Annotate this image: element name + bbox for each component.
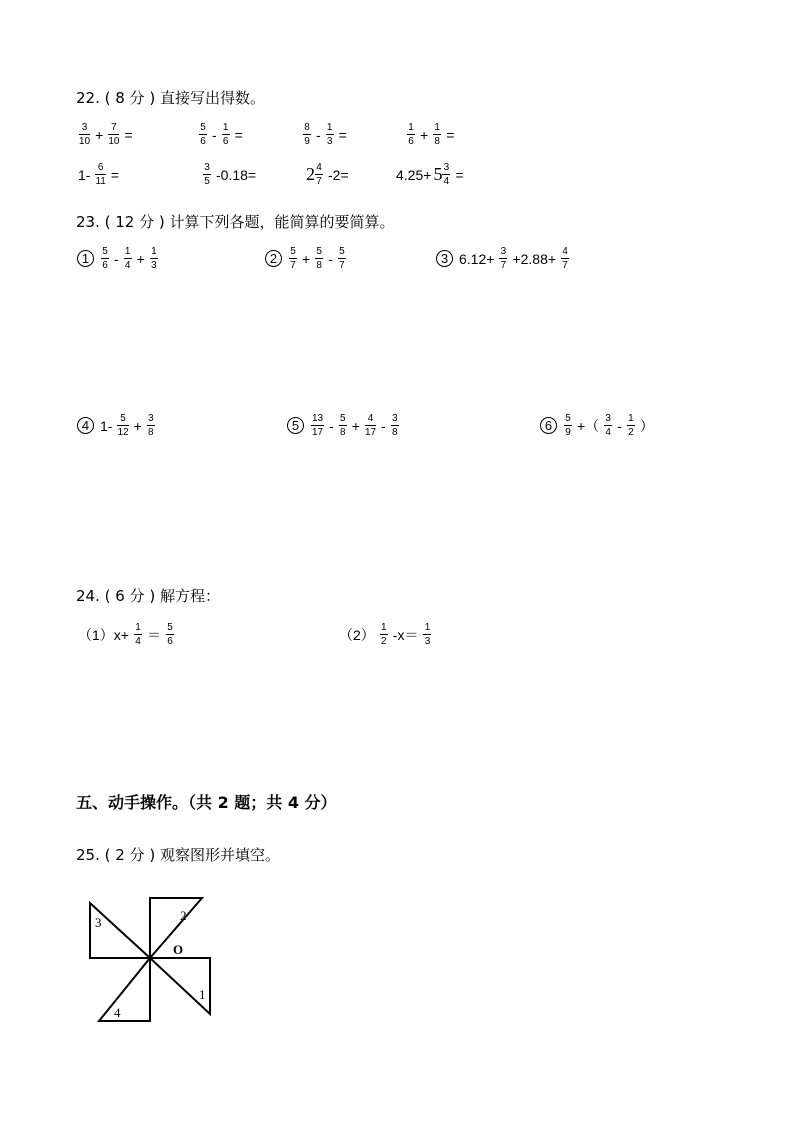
- numerator: 4: [367, 413, 374, 424]
- q23-problem-1: [77, 246, 161, 271]
- fraction-bar: [108, 134, 119, 135]
- denominator: 3: [151, 260, 157, 271]
- fraction: [117, 413, 128, 438]
- denominator: 8: [147, 427, 154, 438]
- denominator: 17: [312, 427, 324, 438]
- fraction: [222, 122, 230, 147]
- figure-label-o: O: [173, 942, 184, 957]
- expression-text: -: [316, 126, 321, 143]
- fraction: [134, 622, 142, 647]
- fraction-bar: [407, 134, 415, 135]
- circled-number: 4: [77, 417, 94, 434]
- numerator: 5: [102, 246, 108, 257]
- fraction-bar: [311, 425, 324, 426]
- fraction-bar: [101, 258, 109, 259]
- expression-text: -: [617, 417, 622, 434]
- fraction-bar: [199, 134, 207, 135]
- numerator: 5: [340, 413, 346, 424]
- fraction: [315, 162, 323, 187]
- numerator: 8: [304, 122, 310, 133]
- fraction: [150, 246, 158, 271]
- numerator: 6: [97, 162, 104, 173]
- expression-text: -: [114, 250, 119, 267]
- figure-label-4: 4: [114, 1005, 121, 1020]
- fraction-bar: [442, 174, 450, 175]
- q22-header: 22. ( 8 分 ) 直接写出得数。: [76, 89, 265, 107]
- expression-text: +: [420, 126, 429, 143]
- fraction: [423, 622, 431, 647]
- expression-text: =: [455, 166, 464, 183]
- numerator: 5: [120, 413, 126, 424]
- numerator: 1: [408, 122, 414, 133]
- fraction: [311, 413, 324, 438]
- fraction: [303, 122, 311, 147]
- triangle-3: [90, 903, 150, 958]
- q23-problem-4: [77, 413, 158, 438]
- denominator: 3: [424, 636, 431, 647]
- denominator: 3: [326, 136, 333, 147]
- numerator: 3: [500, 246, 507, 257]
- q22-row2-item1: [76, 162, 121, 187]
- denominator: 5: [204, 176, 210, 187]
- numerator: 1: [124, 246, 131, 257]
- section-5-title: 五、动手操作。（共 2 题；共 4 分）: [76, 793, 337, 812]
- denominator: 4: [124, 260, 131, 271]
- fraction-bar: [564, 425, 572, 426]
- numerator: 3: [204, 162, 210, 173]
- numerator: 5: [339, 246, 345, 257]
- fraction: [499, 246, 507, 271]
- numerator: 5: [200, 122, 206, 133]
- q24-equation-1: [76, 622, 177, 647]
- expression-text: 1-: [100, 417, 113, 434]
- triangle-1: [150, 958, 210, 1014]
- numerator: 5: [565, 413, 571, 424]
- numerator: 1: [628, 413, 634, 424]
- q22-row2-item3: [306, 162, 351, 187]
- pinwheel-figure: [85, 893, 220, 1032]
- fraction: [79, 122, 90, 147]
- q22-row1-item4: [404, 122, 456, 147]
- q22-row2-item2: [200, 162, 258, 187]
- expression-text: -x＝: [392, 626, 419, 643]
- numerator: 4: [316, 162, 322, 173]
- fraction-bar: [222, 134, 230, 135]
- numerator: 5: [316, 246, 322, 257]
- denominator: 12: [117, 427, 129, 438]
- fraction-bar: [380, 634, 388, 635]
- q24-header: 24. ( 6 分 ) 解方程：: [76, 587, 220, 605]
- fraction-bar: [315, 174, 323, 175]
- figure-label-3: 3: [95, 915, 102, 930]
- expression-text: -: [212, 126, 217, 143]
- whole-part: 2: [306, 164, 315, 184]
- fraction-bar: [117, 425, 128, 426]
- fraction-bar: [315, 258, 323, 259]
- q22-row1-item1: [76, 122, 135, 147]
- fraction: [627, 413, 635, 438]
- denominator: 6: [102, 260, 108, 271]
- fraction: [380, 622, 388, 647]
- denominator: 7: [339, 260, 345, 271]
- denominator: 7: [562, 260, 568, 271]
- numerator: 3: [443, 162, 450, 173]
- fraction: [561, 246, 569, 271]
- denominator: 8: [434, 136, 440, 147]
- q22-row2-item4: [394, 162, 466, 187]
- fraction-bar: [627, 425, 635, 426]
- fraction-bar: [423, 634, 431, 635]
- triangle-4: [99, 958, 150, 1021]
- denominator: 6: [167, 636, 173, 647]
- fraction: [433, 122, 441, 147]
- fraction-bar: [303, 134, 311, 135]
- fraction-bar: [499, 258, 507, 259]
- fraction: [604, 413, 612, 438]
- circled-number: 5: [287, 417, 304, 434]
- numerator: 1: [381, 622, 387, 633]
- fraction: [407, 122, 415, 147]
- denominator: 17: [364, 427, 377, 438]
- denominator: 9: [304, 136, 310, 147]
- expression-text: =: [110, 166, 120, 183]
- numerator: 5: [167, 622, 173, 633]
- fraction: [124, 246, 132, 271]
- expression-text: 6.12+: [459, 250, 495, 267]
- q22-row1-item2: [196, 122, 245, 147]
- fraction-bar: [150, 258, 158, 259]
- denominator: 11: [95, 176, 106, 187]
- fraction: [339, 413, 347, 438]
- expression-text: +（: [577, 417, 600, 434]
- expression-text: +: [351, 417, 360, 434]
- circled-number: 2: [265, 250, 282, 267]
- numerator: 3: [605, 413, 611, 424]
- expression-text: =: [124, 126, 133, 143]
- figure-label-2: 2: [180, 908, 187, 923]
- fraction: [108, 122, 119, 147]
- expression-text: -0.18=: [216, 166, 257, 183]
- fraction-bar: [166, 634, 174, 635]
- expression-text: -2=: [328, 166, 349, 183]
- fraction: [95, 162, 105, 187]
- expression-text: 4.25+: [396, 166, 432, 183]
- fraction: [147, 413, 155, 438]
- fraction: [338, 246, 346, 271]
- denominator: 8: [340, 427, 346, 438]
- numerator: 1: [135, 622, 141, 633]
- expression-text: =: [234, 126, 243, 143]
- numerator: 3: [147, 413, 154, 424]
- q24-equation-2: [337, 622, 434, 647]
- expression-text: 1-: [78, 166, 91, 183]
- expression-text: +: [133, 417, 142, 434]
- q23-problem-5: [287, 413, 402, 438]
- mixed-number: [306, 162, 326, 187]
- q23-problem-6: [540, 413, 656, 438]
- fraction-bar: [433, 134, 441, 135]
- fraction: [315, 246, 323, 271]
- numerator: 13: [312, 413, 324, 424]
- fraction: [365, 413, 376, 438]
- expression-text: -: [329, 417, 334, 434]
- expression-text: +2.88+: [512, 250, 557, 267]
- denominator: 2: [628, 427, 634, 438]
- denominator: 6: [408, 136, 414, 147]
- fraction: [101, 246, 109, 271]
- expression-text: （2）: [339, 626, 375, 643]
- denominator: 6: [222, 136, 229, 147]
- circled-number: 3: [436, 250, 453, 267]
- denominator: 6: [200, 136, 206, 147]
- q23-problem-3: [436, 246, 572, 271]
- q23-header: 23. ( 12 分 ) 计算下列各题，能简算的要简算。: [76, 213, 395, 231]
- fraction: [442, 162, 450, 187]
- fraction: [391, 413, 399, 438]
- q23-problem-2: [265, 246, 349, 271]
- denominator: 10: [79, 136, 91, 147]
- fraction-bar: [326, 134, 334, 135]
- expression-text: -: [328, 250, 333, 267]
- numerator: 3: [81, 122, 88, 133]
- fraction-bar: [124, 258, 132, 259]
- numerator: 5: [290, 246, 296, 257]
- whole-part: 5: [433, 164, 443, 184]
- expression-text: +: [136, 250, 145, 267]
- denominator: 7: [316, 176, 322, 187]
- denominator: 2: [381, 636, 387, 647]
- figure-label-1: 1: [199, 987, 206, 1002]
- fraction-bar: [604, 425, 612, 426]
- fraction-bar: [338, 258, 346, 259]
- numerator: 1: [424, 622, 431, 633]
- numerator: 1: [222, 122, 229, 133]
- circled-number: 6: [540, 417, 557, 434]
- denominator: 9: [565, 427, 571, 438]
- fraction-bar: [339, 425, 347, 426]
- denominator: 4: [605, 427, 611, 438]
- numerator: 4: [562, 246, 568, 257]
- expression-text: =: [338, 126, 347, 143]
- numerator: 7: [111, 122, 117, 133]
- denominator: 4: [443, 176, 450, 187]
- numerator: 1: [151, 246, 157, 257]
- expression-text: （1）x+: [78, 626, 129, 643]
- fraction-bar: [365, 425, 376, 426]
- fraction-bar: [203, 174, 211, 175]
- fraction: [166, 622, 174, 647]
- denominator: 10: [108, 136, 120, 147]
- fraction-bar: [147, 425, 155, 426]
- q22-row1-item3: [300, 122, 349, 147]
- fraction-bar: [95, 174, 105, 175]
- expression-text: -: [381, 417, 386, 434]
- fraction-bar: [134, 634, 142, 635]
- fraction-bar: [79, 134, 90, 135]
- numerator: 3: [392, 413, 398, 424]
- expression-text: =: [446, 126, 455, 143]
- denominator: 8: [316, 260, 322, 271]
- q25-header: 25. ( 2 分 ) 观察图形并填空。: [76, 846, 280, 864]
- denominator: 7: [290, 260, 296, 271]
- numerator: 1: [326, 122, 333, 133]
- fraction: [203, 162, 211, 187]
- expression-text: ）: [639, 417, 654, 434]
- expression-text: ＝: [146, 626, 161, 643]
- expression-text: +: [302, 250, 311, 267]
- fraction: [564, 413, 572, 438]
- expression-text: +: [95, 126, 104, 143]
- fraction: [199, 122, 207, 147]
- denominator: 7: [500, 260, 507, 271]
- numerator: 1: [434, 122, 440, 133]
- fraction-bar: [289, 258, 297, 259]
- fraction-bar: [561, 258, 569, 259]
- fraction: [326, 122, 334, 147]
- fraction-bar: [391, 425, 399, 426]
- fraction: [289, 246, 297, 271]
- circled-number: 1: [77, 250, 94, 267]
- denominator: 8: [392, 427, 398, 438]
- mixed-number: [433, 162, 453, 187]
- denominator: 4: [135, 636, 141, 647]
